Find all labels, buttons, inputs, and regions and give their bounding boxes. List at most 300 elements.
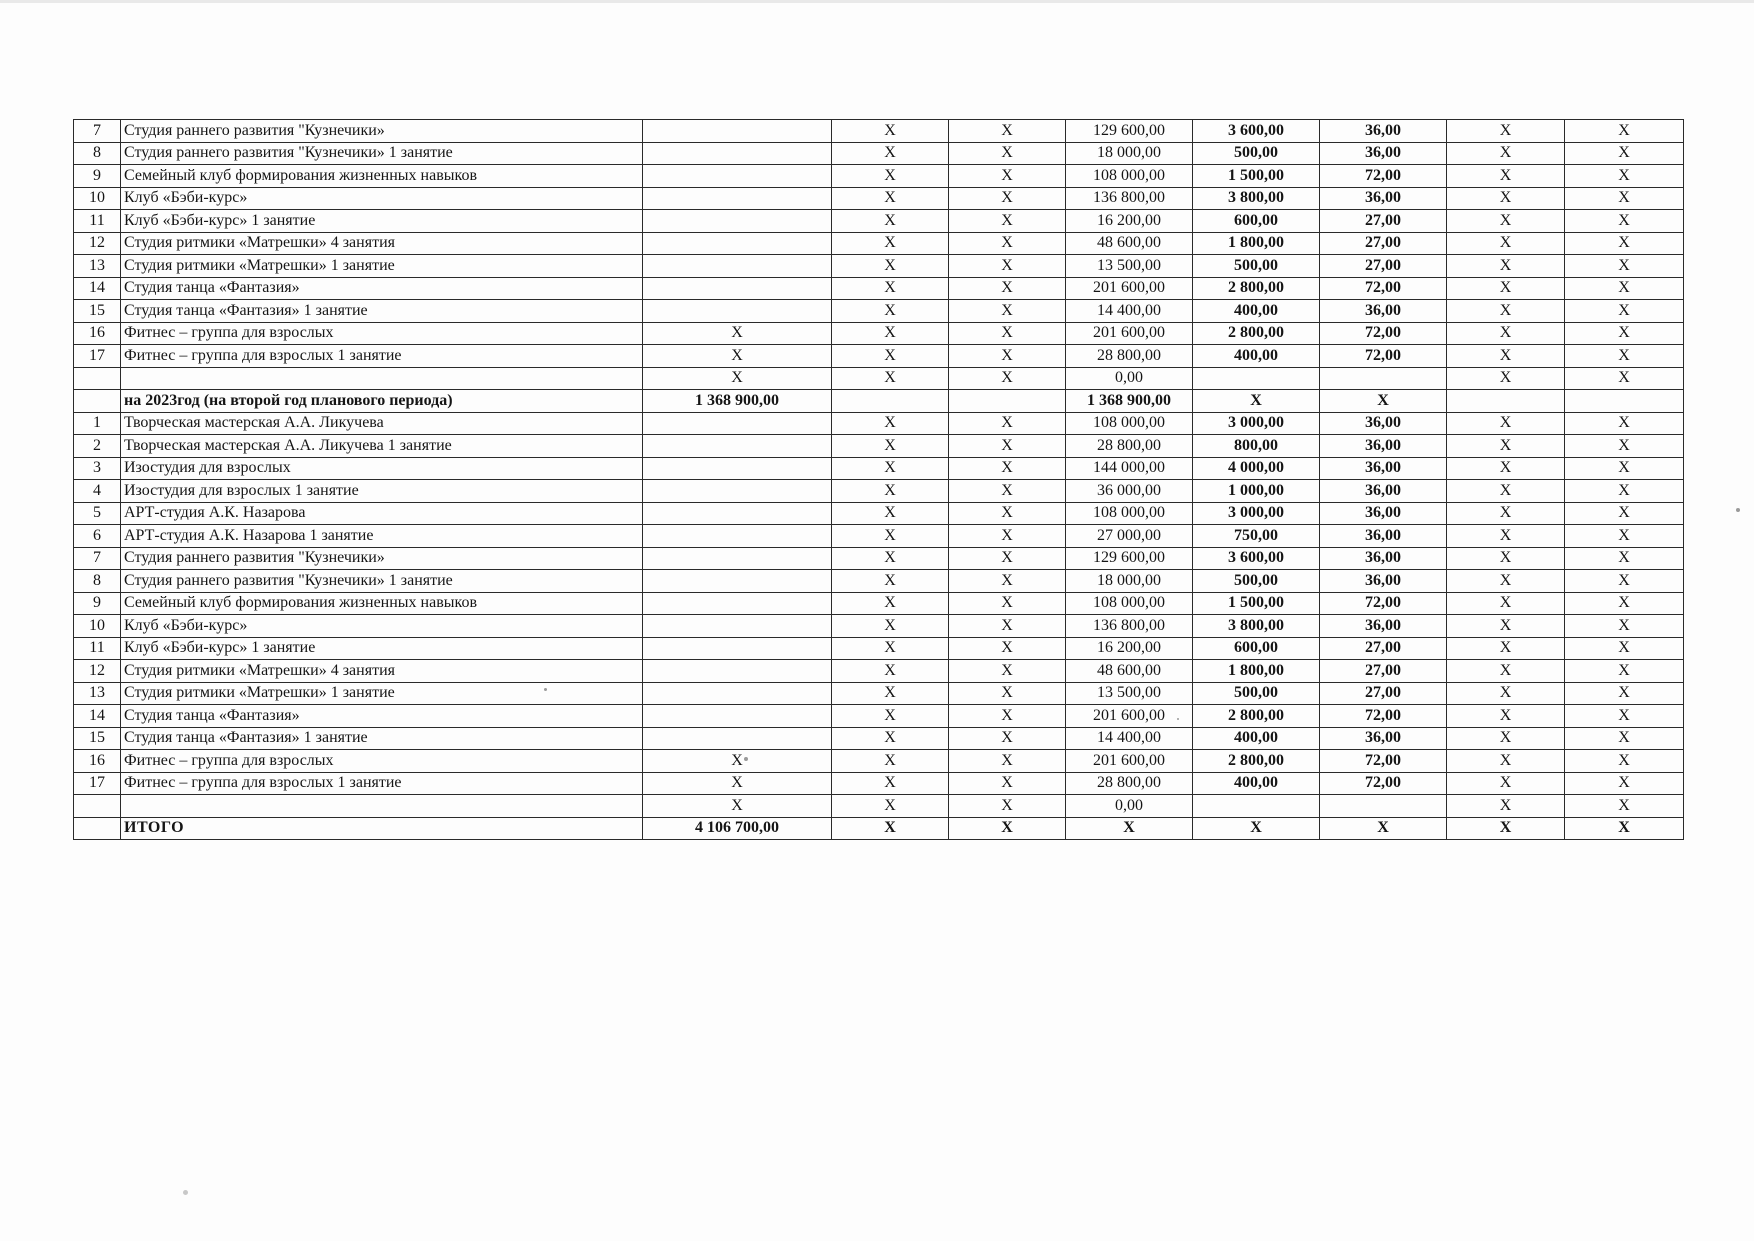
col-10-cell: X — [1565, 547, 1684, 570]
table-row — [74, 682, 1684, 705]
annual-amount-cell — [643, 592, 832, 615]
price-cell: 3 600,00 — [1193, 547, 1320, 570]
price-cell: 500,00 — [1193, 255, 1320, 278]
col-10-cell: X — [1565, 615, 1684, 638]
service-name-cell: Студия раннего развития "Кузнечики» — [121, 120, 643, 143]
col-5-cell: X — [949, 547, 1066, 570]
service-name-cell: Студия ритмики «Матрешки» 1 занятие — [121, 255, 643, 278]
col-10-cell: X — [1565, 592, 1684, 615]
hours-cell: 36,00 — [1320, 412, 1447, 435]
table-row — [74, 435, 1684, 458]
service-name-cell: Фитнес – группа для взрослых 1 занятие — [121, 772, 643, 795]
sum-cell: 108 000,00 — [1066, 502, 1193, 525]
col-5-cell: X — [949, 705, 1066, 728]
col-4-cell: X — [832, 547, 949, 570]
col-5-cell: X — [949, 570, 1066, 593]
annual-amount-cell — [643, 502, 832, 525]
table-row — [74, 502, 1684, 525]
scan-speck — [1736, 508, 1740, 512]
hours-cell: 36,00 — [1320, 435, 1447, 458]
hours-cell: 36,00 — [1320, 547, 1447, 570]
hours-cell: 72,00 — [1320, 277, 1447, 300]
col-5-cell: X — [949, 367, 1066, 390]
col-4-cell: X — [832, 682, 949, 705]
service-name-cell: Студия танца «Фантазия» — [121, 277, 643, 300]
sum-cell: 201 600,00 — [1066, 322, 1193, 345]
col-9-cell: X — [1447, 615, 1565, 638]
row-number-cell: 9 — [74, 165, 121, 188]
price-cell — [1193, 795, 1320, 818]
annual-amount-cell — [643, 300, 832, 323]
row-number-cell: 12 — [74, 232, 121, 255]
price-cell: 2 800,00 — [1193, 322, 1320, 345]
hours-cell: 36,00 — [1320, 502, 1447, 525]
price-cell: 750,00 — [1193, 525, 1320, 548]
table-row — [74, 705, 1684, 728]
col-10-cell: X — [1565, 232, 1684, 255]
col-10-cell: X — [1565, 255, 1684, 278]
scan-speck — [744, 757, 748, 761]
annual-amount-cell — [643, 120, 832, 143]
col-5-cell — [949, 390, 1066, 413]
price-cell: 800,00 — [1193, 435, 1320, 458]
col-9-cell: X — [1447, 705, 1565, 728]
col-10-cell: X — [1565, 457, 1684, 480]
row-number-cell: 8 — [74, 570, 121, 593]
annual-amount-cell — [643, 480, 832, 503]
price-cell: 2 800,00 — [1193, 277, 1320, 300]
price-cell: 2 800,00 — [1193, 750, 1320, 773]
price-cell: 3 800,00 — [1193, 615, 1320, 638]
col-4-cell: X — [832, 165, 949, 188]
hours-cell: 72,00 — [1320, 345, 1447, 368]
annual-amount-cell — [643, 187, 832, 210]
col-5-cell: X — [949, 660, 1066, 683]
price-cell: X — [1193, 817, 1320, 840]
col-9-cell: X — [1447, 525, 1565, 548]
service-name-cell: Студия раннего развития "Кузнечики» 1 занятие — [121, 570, 643, 593]
hours-cell: 72,00 — [1320, 165, 1447, 188]
sum-cell: 144 000,00 — [1066, 457, 1193, 480]
service-name-cell — [121, 367, 643, 390]
table-row — [74, 570, 1684, 593]
col-5-cell: X — [949, 435, 1066, 458]
col-4-cell: X — [832, 232, 949, 255]
hours-cell: 72,00 — [1320, 772, 1447, 795]
col-5-cell: X — [949, 322, 1066, 345]
sum-cell: 201 600,00 — [1066, 750, 1193, 773]
row-number-cell — [74, 795, 121, 818]
service-name-cell: Семейный клуб формирования жизненных навыков — [121, 165, 643, 188]
col-4-cell: X — [832, 502, 949, 525]
col-10-cell: X — [1565, 570, 1684, 593]
sum-cell: 48 600,00 — [1066, 232, 1193, 255]
row-number-cell: 14 — [74, 277, 121, 300]
service-name-cell: Фитнес – группа для взрослых 1 занятие — [121, 345, 643, 368]
col-5-cell: X — [949, 817, 1066, 840]
col-10-cell: X — [1565, 525, 1684, 548]
col-9-cell: X — [1447, 120, 1565, 143]
price-cell: 500,00 — [1193, 570, 1320, 593]
service-name-cell: Студия ритмики «Матрешки» 4 занятия — [121, 660, 643, 683]
col-9-cell: X — [1447, 592, 1565, 615]
price-cell: 1 800,00 — [1193, 232, 1320, 255]
annual-amount-cell — [643, 705, 832, 728]
sum-cell: 28 800,00 — [1066, 772, 1193, 795]
col-4-cell: X — [832, 345, 949, 368]
col-10-cell: X — [1565, 772, 1684, 795]
col-10-cell: X — [1565, 795, 1684, 818]
col-5-cell: X — [949, 525, 1066, 548]
annual-amount-cell — [643, 637, 832, 660]
col-10-cell: X — [1565, 187, 1684, 210]
service-name-cell: Клуб «Бэби-курс» 1 занятие — [121, 637, 643, 660]
service-name-cell: Студия танца «Фантазия» — [121, 705, 643, 728]
table-row — [74, 615, 1684, 638]
annual-amount-cell — [643, 570, 832, 593]
price-cell: X — [1193, 390, 1320, 413]
col-9-cell: X — [1447, 345, 1565, 368]
col-9-cell: X — [1447, 637, 1565, 660]
col-10-cell: X — [1565, 120, 1684, 143]
hours-cell: 72,00 — [1320, 322, 1447, 345]
sum-cell: 201 600,00 — [1066, 705, 1193, 728]
col-4-cell: X — [832, 750, 949, 773]
col-4-cell: X — [832, 727, 949, 750]
hours-cell: 72,00 — [1320, 705, 1447, 728]
hours-cell: 36,00 — [1320, 525, 1447, 548]
service-name-cell: Студия раннего развития "Кузнечики» — [121, 547, 643, 570]
col-9-cell: X — [1447, 480, 1565, 503]
col-5-cell: X — [949, 480, 1066, 503]
sum-cell: 136 800,00 — [1066, 615, 1193, 638]
col-4-cell: X — [832, 705, 949, 728]
annual-amount-cell — [643, 615, 832, 638]
service-name-cell: Творческая мастерская А.А. Ликучева — [121, 412, 643, 435]
table-row — [74, 210, 1684, 233]
col-4-cell: X — [832, 120, 949, 143]
col-10-cell: X — [1565, 277, 1684, 300]
col-10-cell: X — [1565, 682, 1684, 705]
service-name-cell: на 2023год (на второй год планового периода) — [121, 390, 643, 413]
col-4-cell: X — [832, 435, 949, 458]
col-9-cell: X — [1447, 187, 1565, 210]
price-cell: 400,00 — [1193, 772, 1320, 795]
annual-amount-cell: 1 368 900,00 — [643, 390, 832, 413]
annual-amount-cell — [643, 255, 832, 278]
hours-cell: 36,00 — [1320, 142, 1447, 165]
col-5-cell: X — [949, 727, 1066, 750]
col-10-cell: X — [1565, 660, 1684, 683]
col-10-cell: X — [1565, 165, 1684, 188]
row-number-cell: 15 — [74, 727, 121, 750]
price-cell: 600,00 — [1193, 210, 1320, 233]
col-10-cell: X — [1565, 345, 1684, 368]
annual-amount-cell — [643, 142, 832, 165]
price-cell: 1 500,00 — [1193, 592, 1320, 615]
price-cell: 400,00 — [1193, 300, 1320, 323]
scan-top-edge — [0, 0, 1754, 3]
col-10-cell: X — [1565, 705, 1684, 728]
scan-speck — [1177, 718, 1179, 720]
service-name-cell: Фитнес – группа для взрослых — [121, 750, 643, 773]
table-row — [74, 547, 1684, 570]
row-number-cell: 6 — [74, 525, 121, 548]
sum-cell: 16 200,00 — [1066, 210, 1193, 233]
col-9-cell — [1447, 390, 1565, 413]
price-cell: 400,00 — [1193, 345, 1320, 368]
col-5-cell: X — [949, 412, 1066, 435]
price-cell: 500,00 — [1193, 142, 1320, 165]
col-4-cell: X — [832, 412, 949, 435]
col-9-cell: X — [1447, 255, 1565, 278]
table-row — [74, 300, 1684, 323]
service-name-cell: Студия танца «Фантазия» 1 занятие — [121, 300, 643, 323]
scan-speck — [544, 688, 547, 691]
annual-amount-cell — [643, 435, 832, 458]
service-name-cell: Клуб «Бэби-курс» — [121, 187, 643, 210]
col-4-cell: X — [832, 772, 949, 795]
service-name-cell: Семейный клуб формирования жизненных навыков — [121, 592, 643, 615]
sum-cell: 201 600,00 — [1066, 277, 1193, 300]
col-4-cell: X — [832, 367, 949, 390]
col-9-cell: X — [1447, 660, 1565, 683]
col-10-cell: X — [1565, 435, 1684, 458]
service-name-cell: Студия танца «Фантазия» 1 занятие — [121, 727, 643, 750]
sum-cell: 129 600,00 — [1066, 547, 1193, 570]
annual-amount-cell — [643, 547, 832, 570]
sum-cell: 28 800,00 — [1066, 435, 1193, 458]
sum-cell: X — [1066, 817, 1193, 840]
hours-cell — [1320, 795, 1447, 818]
col-4-cell: X — [832, 570, 949, 593]
price-cell: 600,00 — [1193, 637, 1320, 660]
col-4-cell: X — [832, 615, 949, 638]
col-4-cell: X — [832, 817, 949, 840]
price-cell: 3 000,00 — [1193, 502, 1320, 525]
col-4-cell: X — [832, 255, 949, 278]
col-5-cell: X — [949, 142, 1066, 165]
annual-amount-cell — [643, 412, 832, 435]
table-row — [74, 120, 1684, 143]
col-5-cell: X — [949, 187, 1066, 210]
row-number-cell: 13 — [74, 682, 121, 705]
row-number-cell: 16 — [74, 322, 121, 345]
col-4-cell: X — [832, 637, 949, 660]
sum-cell: 36 000,00 — [1066, 480, 1193, 503]
annual-amount-cell — [643, 210, 832, 233]
col-4-cell: X — [832, 592, 949, 615]
annual-amount-cell — [643, 682, 832, 705]
col-4-cell — [832, 390, 949, 413]
section-header-row — [74, 390, 1684, 413]
table-row — [74, 480, 1684, 503]
hours-cell: 36,00 — [1320, 300, 1447, 323]
col-5-cell: X — [949, 682, 1066, 705]
price-cell: 1 800,00 — [1193, 660, 1320, 683]
price-cell: 4 000,00 — [1193, 457, 1320, 480]
table-row — [74, 412, 1684, 435]
table-row — [74, 345, 1684, 368]
row-number-cell: 4 — [74, 480, 121, 503]
table-row — [74, 457, 1684, 480]
sum-cell: 108 000,00 — [1066, 165, 1193, 188]
table-row — [74, 750, 1684, 773]
col-9-cell: X — [1447, 367, 1565, 390]
col-4-cell: X — [832, 142, 949, 165]
service-name-cell: АРТ-студия А.К. Назарова — [121, 502, 643, 525]
col-10-cell: X — [1565, 727, 1684, 750]
price-cell: 500,00 — [1193, 682, 1320, 705]
price-cell — [1193, 367, 1320, 390]
annual-amount-cell: X — [643, 345, 832, 368]
table-body — [74, 120, 1684, 840]
row-number-cell: 5 — [74, 502, 121, 525]
col-9-cell: X — [1447, 210, 1565, 233]
sum-cell: 0,00 — [1066, 367, 1193, 390]
annual-amount-cell — [643, 277, 832, 300]
sum-cell: 48 600,00 — [1066, 660, 1193, 683]
col-5-cell: X — [949, 120, 1066, 143]
annual-amount-cell: 4 106 700,00 — [643, 817, 832, 840]
annual-amount-cell — [643, 727, 832, 750]
hours-cell: 27,00 — [1320, 682, 1447, 705]
row-number-cell: 17 — [74, 345, 121, 368]
hours-cell — [1320, 367, 1447, 390]
sum-cell: 28 800,00 — [1066, 345, 1193, 368]
sum-cell: 13 500,00 — [1066, 255, 1193, 278]
price-cell: 400,00 — [1193, 727, 1320, 750]
price-cell: 3 600,00 — [1193, 120, 1320, 143]
hours-cell: X — [1320, 817, 1447, 840]
hours-cell: 36,00 — [1320, 615, 1447, 638]
row-number-cell: 15 — [74, 300, 121, 323]
row-number-cell — [74, 367, 121, 390]
service-name-cell: Студия ритмики «Матрешки» 4 занятия — [121, 232, 643, 255]
sum-cell: 27 000,00 — [1066, 525, 1193, 548]
sum-cell: 16 200,00 — [1066, 637, 1193, 660]
col-10-cell: X — [1565, 322, 1684, 345]
col-4-cell: X — [832, 795, 949, 818]
service-name-cell: Фитнес – группа для взрослых — [121, 322, 643, 345]
service-name-cell: Студия раннего развития "Кузнечики» 1 занятие — [121, 142, 643, 165]
col-9-cell: X — [1447, 682, 1565, 705]
table-row — [74, 795, 1684, 818]
table-row — [74, 660, 1684, 683]
col-9-cell: X — [1447, 570, 1565, 593]
sum-cell: 14 400,00 — [1066, 727, 1193, 750]
col-10-cell: X — [1565, 142, 1684, 165]
sum-cell: 0,00 — [1066, 795, 1193, 818]
row-number-cell: 10 — [74, 615, 121, 638]
col-9-cell: X — [1447, 435, 1565, 458]
col-10-cell: X — [1565, 367, 1684, 390]
hours-cell: 36,00 — [1320, 120, 1447, 143]
sum-cell: 14 400,00 — [1066, 300, 1193, 323]
hours-cell: 72,00 — [1320, 592, 1447, 615]
col-5-cell: X — [949, 592, 1066, 615]
service-name-cell: Студия ритмики «Матрешки» 1 занятие — [121, 682, 643, 705]
total-row — [74, 817, 1684, 840]
row-number-cell: 1 — [74, 412, 121, 435]
table-row — [74, 255, 1684, 278]
row-number-cell: 12 — [74, 660, 121, 683]
row-number-cell: 17 — [74, 772, 121, 795]
row-number-cell — [74, 390, 121, 413]
col-10-cell: X — [1565, 300, 1684, 323]
annual-amount-cell — [643, 525, 832, 548]
hours-cell: 27,00 — [1320, 210, 1447, 233]
col-5-cell: X — [949, 637, 1066, 660]
col-9-cell: X — [1447, 232, 1565, 255]
col-9-cell: X — [1447, 412, 1565, 435]
table-row — [74, 592, 1684, 615]
col-10-cell: X — [1565, 750, 1684, 773]
row-number-cell: 13 — [74, 255, 121, 278]
service-name-cell: ИТОГО — [121, 817, 643, 840]
row-number-cell: 11 — [74, 637, 121, 660]
service-name-cell: АРТ-студия А.К. Назарова 1 занятие — [121, 525, 643, 548]
col-5-cell: X — [949, 232, 1066, 255]
col-9-cell: X — [1447, 727, 1565, 750]
col-10-cell: X — [1565, 817, 1684, 840]
hours-cell: 27,00 — [1320, 232, 1447, 255]
col-5-cell: X — [949, 345, 1066, 368]
hours-cell: 36,00 — [1320, 457, 1447, 480]
col-4-cell: X — [832, 480, 949, 503]
col-5-cell: X — [949, 457, 1066, 480]
col-4-cell: X — [832, 277, 949, 300]
col-9-cell: X — [1447, 502, 1565, 525]
sum-cell: 129 600,00 — [1066, 120, 1193, 143]
col-9-cell: X — [1447, 457, 1565, 480]
sum-cell: 108 000,00 — [1066, 592, 1193, 615]
row-number-cell — [74, 817, 121, 840]
col-9-cell: X — [1447, 817, 1565, 840]
col-9-cell: X — [1447, 322, 1565, 345]
col-5-cell: X — [949, 300, 1066, 323]
price-cell: 3 000,00 — [1193, 412, 1320, 435]
service-name-cell: Творческая мастерская А.А. Ликучева 1 занятие — [121, 435, 643, 458]
table-row — [74, 232, 1684, 255]
scan-speck — [183, 1190, 188, 1195]
table-row — [74, 525, 1684, 548]
table-row — [74, 322, 1684, 345]
hours-cell: 27,00 — [1320, 255, 1447, 278]
annual-amount-cell: X — [643, 772, 832, 795]
hours-cell: 72,00 — [1320, 750, 1447, 773]
col-5-cell: X — [949, 772, 1066, 795]
annual-amount-cell — [643, 660, 832, 683]
col-9-cell: X — [1447, 300, 1565, 323]
col-4-cell: X — [832, 660, 949, 683]
table-row — [74, 727, 1684, 750]
hours-cell: 36,00 — [1320, 570, 1447, 593]
col-9-cell: X — [1447, 547, 1565, 570]
service-name-cell: Изостудия для взрослых 1 занятие — [121, 480, 643, 503]
row-number-cell: 16 — [74, 750, 121, 773]
table-row — [74, 367, 1684, 390]
annual-amount-cell: X — [643, 750, 832, 773]
col-9-cell: X — [1447, 772, 1565, 795]
col-10-cell: X — [1565, 412, 1684, 435]
col-9-cell: X — [1447, 165, 1565, 188]
col-10-cell: X — [1565, 502, 1684, 525]
annual-amount-cell — [643, 165, 832, 188]
col-9-cell: X — [1447, 795, 1565, 818]
hours-cell: 27,00 — [1320, 660, 1447, 683]
row-number-cell: 8 — [74, 142, 121, 165]
